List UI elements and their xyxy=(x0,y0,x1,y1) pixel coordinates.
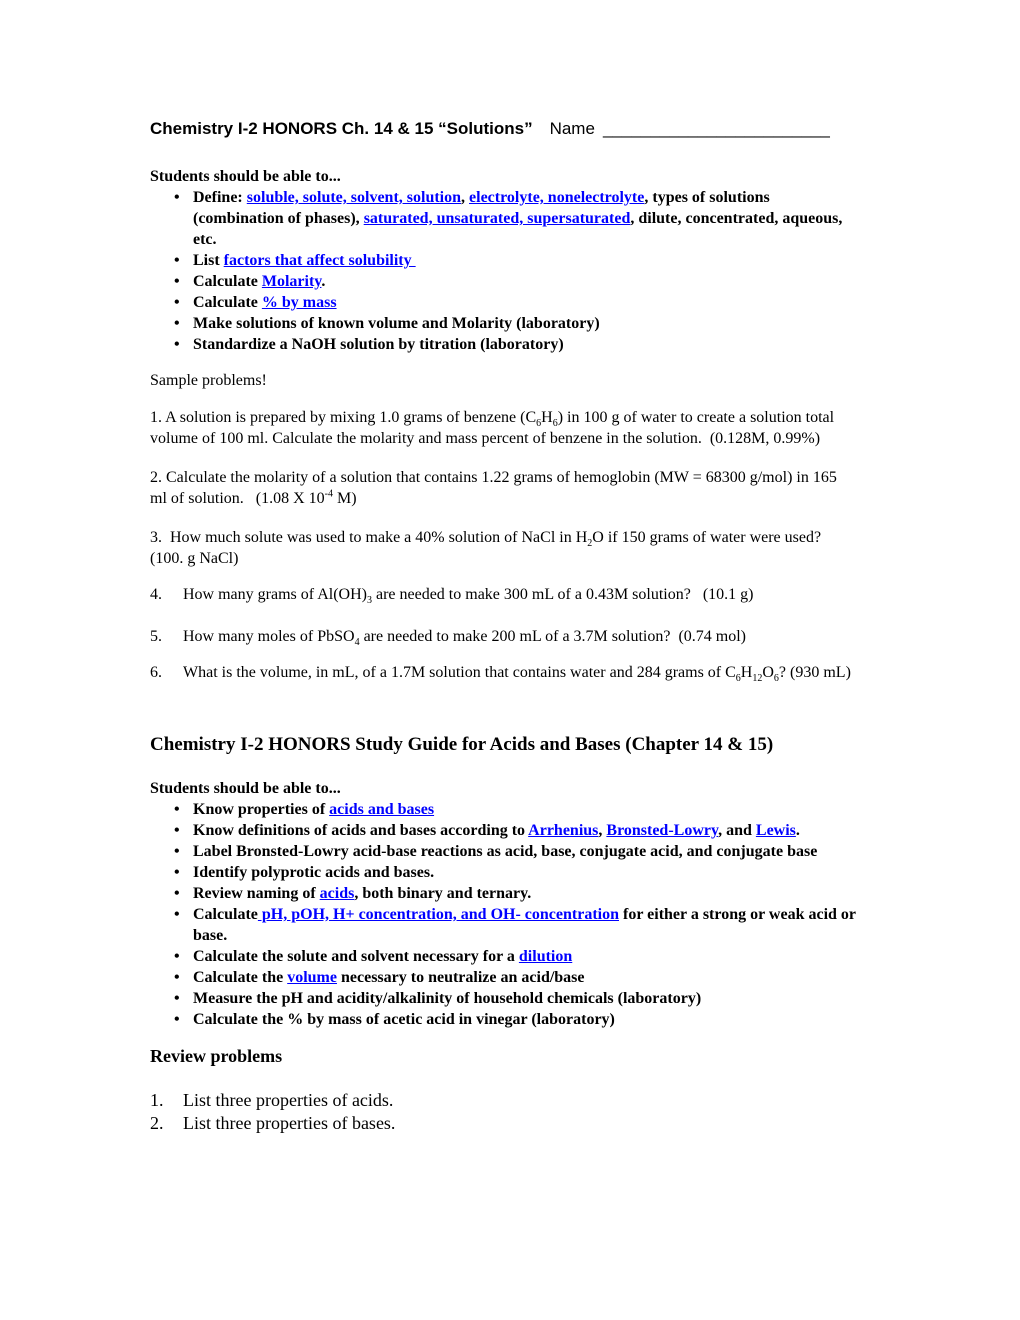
hyperlink[interactable]: pH, pOH, H+ concentration, and OH- concentration xyxy=(257,906,619,923)
problem-6 xyxy=(150,662,857,683)
bullet-text xyxy=(193,906,860,944)
bullet-text xyxy=(193,801,434,818)
list-item xyxy=(150,862,857,883)
text-segment: Standardize a NaOH solution by titration (laboratory) xyxy=(193,336,564,353)
objectives-list-acids-bases xyxy=(150,799,860,1030)
text-segment: 1. A solution is prepared by mixing 1.0 grams of benzene (C xyxy=(150,409,537,426)
text-segment: 6 xyxy=(552,418,558,430)
bullet-text xyxy=(193,864,434,881)
text-segment: for either a strong or weak acid or base. xyxy=(193,906,860,944)
problem-1 xyxy=(150,407,857,449)
text-segment: , xyxy=(461,189,470,206)
hyperlink[interactable]: electrolyte, nonelectrolyte xyxy=(469,189,645,206)
hyperlink[interactable]: Molarity xyxy=(261,273,322,290)
text-segment: List xyxy=(193,252,224,269)
name-label: Name xyxy=(549,119,595,138)
bullet-text xyxy=(193,885,531,902)
hyperlink[interactable]: acids xyxy=(319,885,355,902)
document-content xyxy=(150,0,860,1135)
item-number: 5. xyxy=(150,628,162,645)
text-segment: Calculate xyxy=(193,294,262,311)
text-segment: are needed to make 200 mL of a 3.7M solution? (0.74 mol) xyxy=(359,628,746,645)
text-segment: H xyxy=(541,409,553,426)
list-item xyxy=(150,967,857,988)
text-segment: Calculate the xyxy=(193,969,288,986)
objectives-lead-acids-bases: Students should be able to... xyxy=(150,780,341,797)
text-segment: 6 xyxy=(773,673,779,685)
bullet-text xyxy=(193,294,337,311)
item-number: 1. xyxy=(150,1090,164,1110)
text-segment: 2 xyxy=(587,538,593,550)
list-item xyxy=(150,799,857,820)
text-segment: M) xyxy=(333,490,357,507)
item-text xyxy=(183,1112,395,1135)
text-segment: How many grams of Al(OH) xyxy=(183,586,367,603)
text-segment: How many moles of PbSO xyxy=(183,628,355,645)
hyperlink[interactable]: dilution xyxy=(518,948,573,965)
hyperlink[interactable]: % by mass xyxy=(261,294,337,311)
bullet-text xyxy=(193,822,800,839)
list-item xyxy=(150,250,857,271)
text-segment: What is the volume, in mL, of a 1.7M solution that contains water and 284 grams of C xyxy=(183,664,736,681)
text-segment: ) in 100 g of water to create a solution total volume of 100 ml. Calculate the molarity and mass percent of benzene in the solution. (0.128M, 0.99%) xyxy=(150,409,839,447)
review-problems-heading: Review problems xyxy=(150,1046,283,1066)
text-segment: . xyxy=(321,273,326,290)
text-segment: 6 xyxy=(735,673,741,685)
objectives-list-solutions xyxy=(150,187,857,355)
problem-2 xyxy=(150,467,857,509)
bullet-text xyxy=(193,273,325,290)
review-item-1 xyxy=(150,1089,857,1112)
text-segment: , xyxy=(598,822,607,839)
text-segment: Calculate xyxy=(193,273,262,290)
list-item xyxy=(150,334,857,355)
objectives-lead-solutions: Students should be able to... xyxy=(150,168,341,185)
bullet-text xyxy=(193,843,817,860)
list-item xyxy=(150,841,857,862)
list-item xyxy=(150,292,857,313)
text-segment: . xyxy=(795,822,800,839)
text-segment: Know properties of xyxy=(193,801,330,818)
text-segment: 12 xyxy=(752,673,763,685)
item-text xyxy=(183,584,857,605)
text-segment: Identify polyprotic acids and bases. xyxy=(193,864,435,881)
bullet-text xyxy=(193,315,600,332)
hyperlink[interactable]: Arrhenius xyxy=(528,822,599,839)
text-segment: O xyxy=(762,664,774,681)
problem-5 xyxy=(150,626,857,647)
list-item xyxy=(150,904,860,946)
list-item xyxy=(150,820,857,841)
text-segment: 3. How much solute was used to make a 40% solution of NaCl in H xyxy=(150,529,588,546)
text-segment: -4 xyxy=(324,488,334,500)
problem-3 xyxy=(150,527,857,569)
text-segment: List three properties of bases. xyxy=(183,1113,396,1133)
study-guide-heading: Chemistry I-2 HONORS Study Guide for Acids and Bases (Chapter 14 & 15) xyxy=(150,734,774,755)
list-item xyxy=(150,271,857,292)
text-segment: Define: xyxy=(193,189,247,206)
bullet-text xyxy=(193,189,846,248)
text-segment: Make solutions of known volume and Molarity (laboratory) xyxy=(193,315,600,332)
text-segment: Calculate the % by mass of acetic acid in vinegar (laboratory) xyxy=(193,1011,615,1028)
text-segment: , types of solutions (combination of phases), xyxy=(193,189,774,227)
title-text: Chemistry I-2 HONORS Ch. 14 & 15 “Solutions” xyxy=(150,119,533,138)
item-number: 4. xyxy=(150,586,162,603)
bullet-text xyxy=(193,336,564,353)
bullet-text xyxy=(193,990,701,1007)
hyperlink[interactable]: saturated, unsaturated, supersaturated xyxy=(363,210,631,227)
list-item xyxy=(150,1009,857,1030)
text-segment: 4 xyxy=(354,637,360,649)
text-segment: ? (930 mL) xyxy=(778,664,851,681)
text-segment: Review naming of xyxy=(193,885,320,902)
text-segment: necessary to neutralize an acid/base xyxy=(336,969,585,986)
list-item xyxy=(150,988,857,1009)
hyperlink[interactable]: factors that affect solubility xyxy=(223,252,416,269)
list-item xyxy=(150,883,857,904)
hyperlink[interactable]: Bronsted-Lowry xyxy=(606,822,719,839)
item-text xyxy=(183,626,857,647)
text-segment: Measure the pH and acidity/alkalinity of household chemicals (laboratory) xyxy=(193,990,702,1007)
name-blank-line[interactable]: ________________________ xyxy=(602,119,830,138)
hyperlink[interactable]: volume xyxy=(287,969,337,986)
text-segment: , and xyxy=(718,822,756,839)
text-segment: 2. Calculate the molarity of a solution that contains 1.22 grams of hemoglobin (MW = 68300 g/mol) in 165 ml of solution. (1.08 X 10 xyxy=(150,469,841,507)
problem-4 xyxy=(150,584,857,605)
text-segment: Know definitions of acids and bases according to xyxy=(193,822,529,839)
text-segment: Calculate the solute and solvent necessary for a xyxy=(193,948,519,965)
bullet-text xyxy=(193,1011,615,1028)
list-item xyxy=(150,313,857,334)
bullet-text xyxy=(193,969,585,986)
hyperlink[interactable]: Lewis xyxy=(755,822,796,839)
item-number: 2. xyxy=(150,1113,164,1133)
item-number: 6. xyxy=(150,664,162,681)
text-segment: , dilute, concentrated, aqueous, etc. xyxy=(193,210,847,248)
list-item xyxy=(150,946,857,967)
review-problems-list xyxy=(150,1089,857,1135)
text-segment: O if 150 grams of water were used? (100. g NaCl) xyxy=(150,529,826,567)
text-segment: , both binary and ternary. xyxy=(354,885,532,902)
hyperlink[interactable]: soluble, solute, solvent, solution xyxy=(246,189,462,206)
text-segment: Label Bronsted-Lowry acid-base reactions as acid, base, conjugate acid, and conjugate base xyxy=(193,843,818,860)
text-segment: List three properties of acids. xyxy=(183,1090,394,1110)
bullet-text xyxy=(193,948,572,965)
item-text xyxy=(183,1089,393,1112)
text-segment: are needed to make 300 mL of a 0.43M solution? (10.1 g) xyxy=(371,586,754,603)
review-item-2 xyxy=(150,1112,857,1135)
item-text xyxy=(183,662,857,683)
text-segment: H xyxy=(740,664,753,681)
bullet-text xyxy=(193,252,416,269)
text-segment: 6 xyxy=(536,418,542,430)
page-title xyxy=(150,118,857,140)
sample-problems-label: Sample problems! xyxy=(150,372,267,389)
text-segment: Calculate xyxy=(193,906,258,923)
hyperlink[interactable]: acids and bases xyxy=(329,801,435,818)
list-item xyxy=(150,187,857,250)
text-segment: 3 xyxy=(366,595,372,607)
